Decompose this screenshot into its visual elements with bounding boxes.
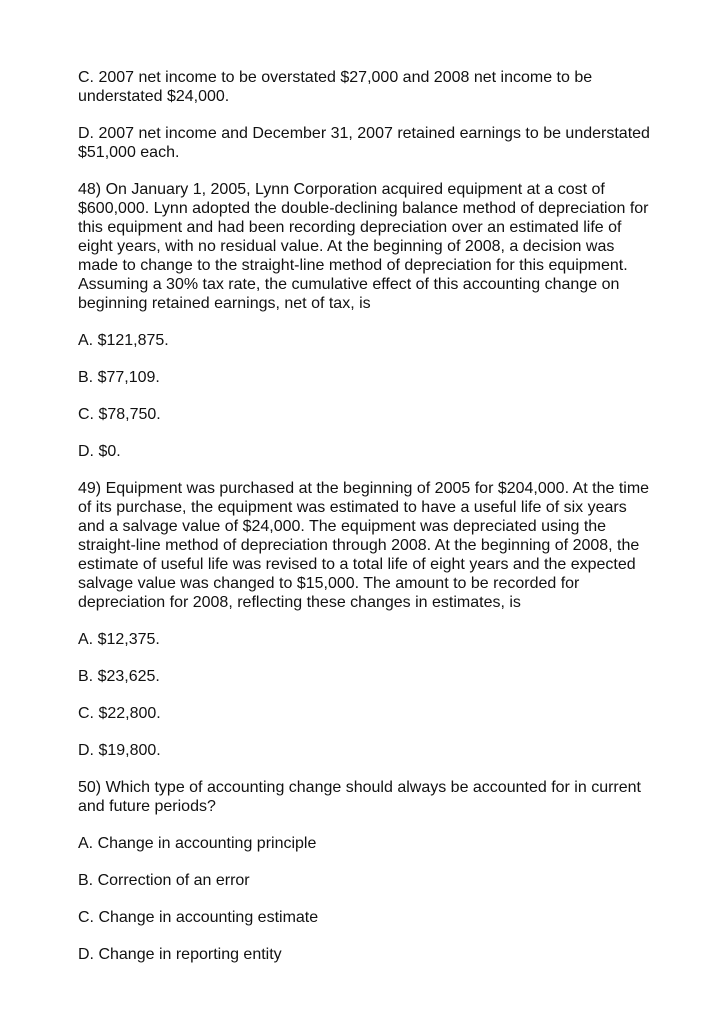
text-line: understated $24,000. <box>78 88 230 105</box>
text-line: estimate of useful life was revised to a total life of eight years and the expected <box>78 556 636 573</box>
text-line: made to change to the straight-line method of depreciation for this equipment. <box>78 257 628 274</box>
text-line: 48) On January 1, 2005, Lynn Corporation acquired equipment at a cost of <box>78 181 605 198</box>
text-line: eight years, with no residual value. At the beginning of 2008, a decision was <box>78 238 615 255</box>
text-line: D. 2007 net income and December 31, 2007 retained earnings to be understated <box>78 125 650 142</box>
q48-option-b: B. $77,109. <box>78 369 160 386</box>
text-line: this equipment and had been recording depreciation over an estimated life of <box>78 219 622 236</box>
text-line: $51,000 each. <box>78 144 180 161</box>
text-line: straight-line method of depreciation through 2008. At the beginning of 2008, the <box>78 537 640 554</box>
q50-option-d: D. Change in reporting entity <box>78 946 282 963</box>
text-line: $600,000. Lynn adopted the double-declining balance method of depreciation for <box>78 200 649 217</box>
prev-option-c <box>78 68 678 106</box>
prev-option-d <box>78 124 678 162</box>
text-line: beginning retained earnings, net of tax, is <box>78 295 371 312</box>
text-line: C. 2007 net income to be overstated $27,000 and 2008 net income to be <box>78 69 593 86</box>
q50-option-c: C. Change in accounting estimate <box>78 909 319 926</box>
q50-option-a: A. Change in accounting principle <box>78 835 317 852</box>
text-line: and a salvage value of $24,000. The equipment was depreciated using the <box>78 518 607 535</box>
q48-option-a: A. $121,875. <box>78 332 169 349</box>
text-line: 50) Which type of accounting change should always be accounted for in current <box>78 779 641 796</box>
q49-option-b: B. $23,625. <box>78 668 160 685</box>
question-49 <box>78 479 678 612</box>
question-48 <box>78 180 678 313</box>
text-line: 49) Equipment was purchased at the beginning of 2005 for $204,000. At the time <box>78 480 650 497</box>
text-line: salvage value was changed to $15,000. The amount to be recorded for <box>78 575 580 592</box>
document-page <box>78 68 678 982</box>
q49-option-a: A. $12,375. <box>78 631 160 648</box>
text-line: Assuming a 30% tax rate, the cumulative effect of this accounting change on <box>78 276 620 293</box>
text-line: and future periods? <box>78 798 216 815</box>
question-50 <box>78 778 678 816</box>
q48-option-c: C. $78,750. <box>78 406 161 423</box>
q49-option-d: D. $19,800. <box>78 742 161 759</box>
q50-option-b: B. Correction of an error <box>78 872 250 889</box>
q49-option-c: C. $22,800. <box>78 705 161 722</box>
text-line: of its purchase, the equipment was estimated to have a useful life of six years <box>78 499 627 516</box>
q48-option-d: D. $0. <box>78 443 121 460</box>
text-line: depreciation for 2008, reflecting these changes in estimates, is <box>78 594 521 611</box>
